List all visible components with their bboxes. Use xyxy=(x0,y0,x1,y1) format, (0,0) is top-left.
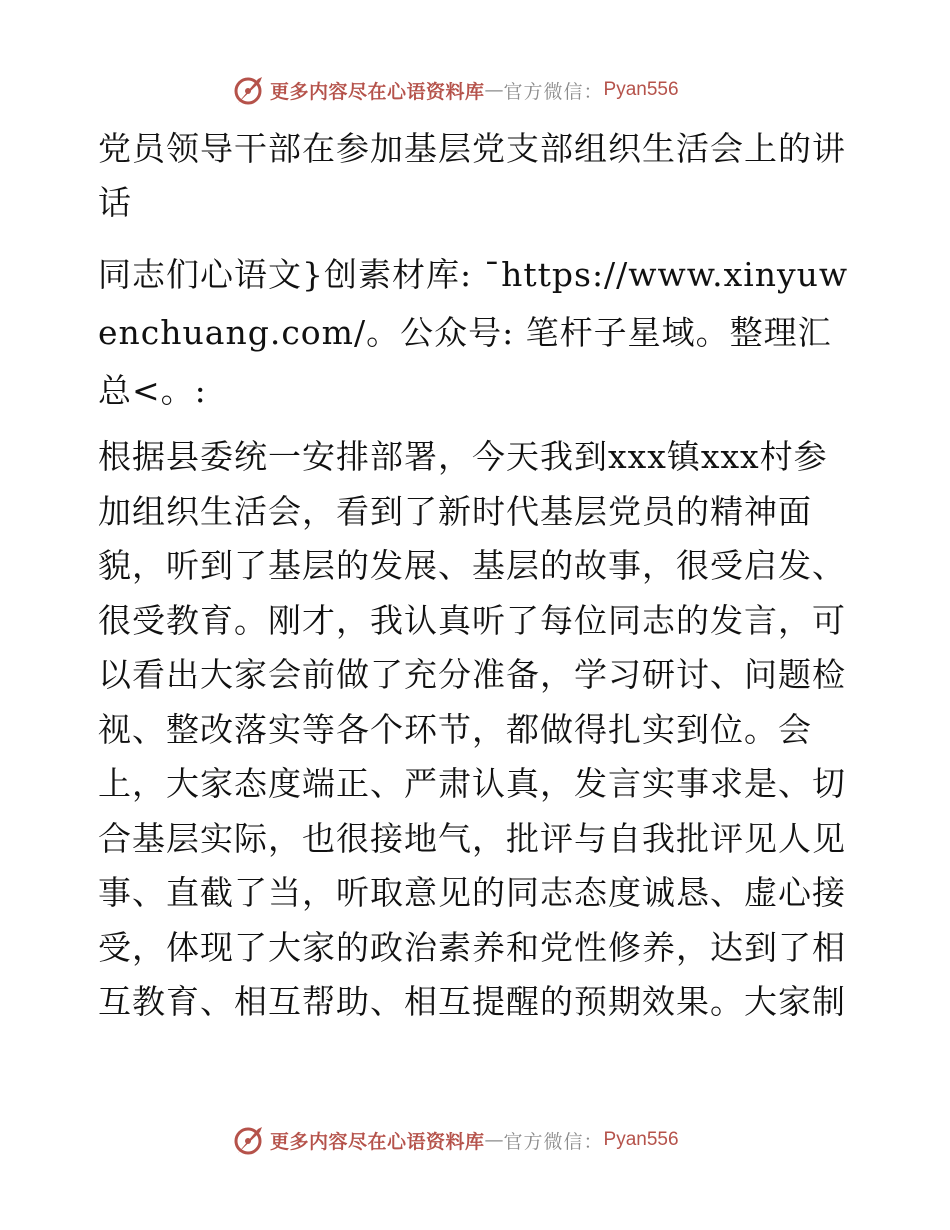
footer-banner xyxy=(232,1120,679,1160)
header-banner-wechat-label: 官方微信： xyxy=(503,80,604,103)
header-banner-dash: — xyxy=(484,79,504,101)
body-paragraph: 根据县委统一安排部署，今天我到xxx镇xxx村参加组织生活会，看到了新时代基层党员的精神面貌，听到了基层的发展、基层的故事，很受启发、很受教育。刚才，我认真听了每位同志的发言，可以看出大家会前做了充分准备，学习研讨、问题检视、整改落实等各个环节，都做得扎实到位。会上，大家态度端正、严肃认真，发言实事求是、切合基层实际，也很接地气，批评与自我批评见人见事、直截了当，听取意见的同志态度诚恳、虚心接受，体现了大家的政治素养和党性修养，达到了相互教育、相互帮助、相互提醒的预期效果。大家制 xyxy=(98,437,846,1021)
quill-logo-icon xyxy=(232,1123,266,1157)
footer-banner-text: 更多内容尽在心语资料库 xyxy=(270,1130,485,1153)
footer-banner-wechat-label: 官方微信： xyxy=(503,1130,604,1153)
document-title: 党员领导干部在参加基层党支部组织生活会上的讲话 xyxy=(98,129,846,222)
intro-paragraph: 同志们心语文}创素材库: ¯https://www.xinyuwenchuang.com/。公众号: 笔杆子星域。整理汇总<。: xyxy=(98,255,849,410)
quill-logo-icon xyxy=(232,73,266,107)
footer-banner-wechat-id: Pyan556 xyxy=(603,1129,679,1150)
header-banner-text: 更多内容尽在心语资料库 xyxy=(270,80,485,103)
document-body xyxy=(98,122,858,1044)
footer-banner-dash: — xyxy=(484,1129,504,1151)
header-banner-wechat-id: Pyan556 xyxy=(603,79,679,100)
header-banner xyxy=(232,70,679,110)
